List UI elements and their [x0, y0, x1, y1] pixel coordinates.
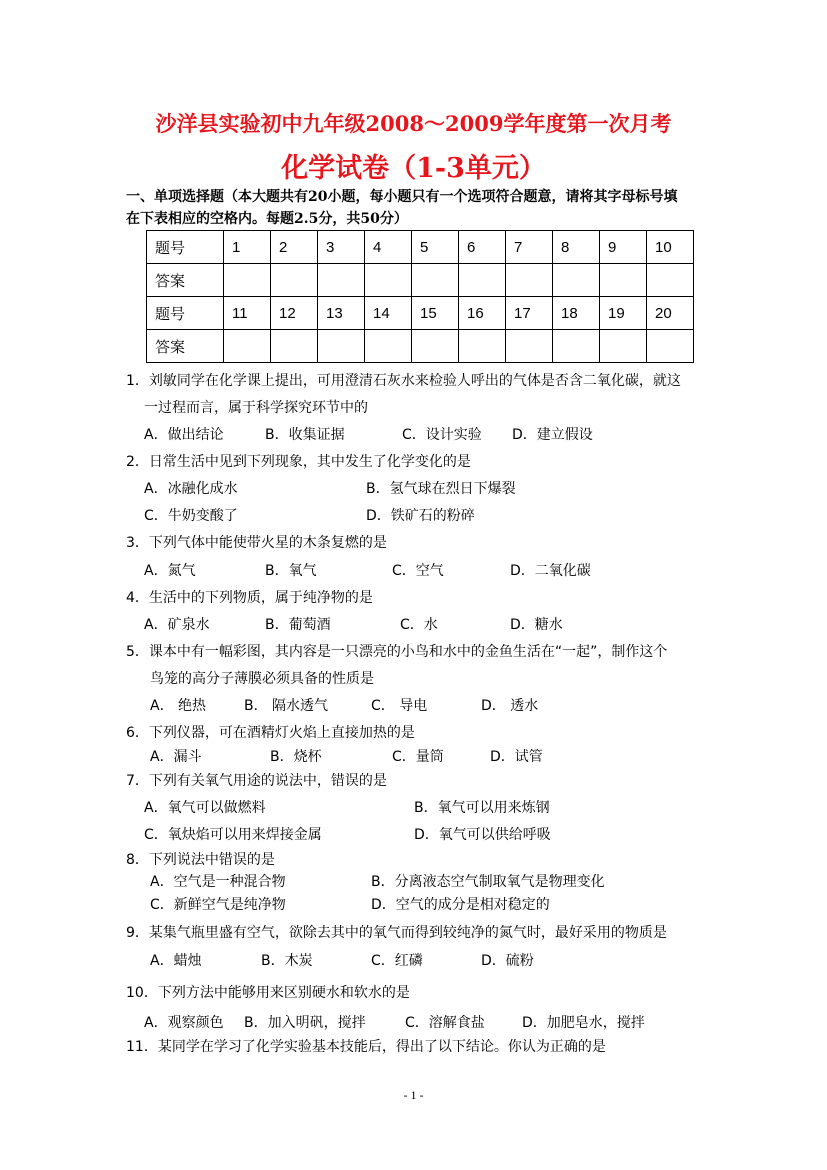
answer-cell[interactable]	[412, 264, 459, 297]
question-4-option-d: D．糖水	[510, 617, 563, 633]
question-10-stem: 10．下列方法中能够用来区别硬水和软水的是	[126, 985, 410, 1001]
answer-cell[interactable]	[600, 264, 647, 297]
question-number-cell: 18	[553, 297, 600, 330]
question-3-option-a: A．氮气	[144, 563, 196, 579]
question-6-stem: 6．下列仪器，可在酒精灯火焰上直接加热的是	[126, 725, 415, 741]
question-9-option-d: D．硫粉	[481, 953, 534, 969]
question-2-option-c: C．牛奶变酸了	[144, 508, 238, 524]
question-8-option-c: C．新鲜空气是纯净物	[150, 897, 286, 913]
answer-cell[interactable]	[459, 264, 506, 297]
question-number-cell: 19	[600, 297, 647, 330]
question-3-stem: 3．下列气体中能使带火星的木条复燃的是	[126, 535, 387, 551]
question-6-option-a: A．漏斗	[150, 749, 202, 765]
question-1-option-b: B．收集证据	[265, 427, 345, 443]
question-number-cell: 17	[506, 297, 553, 330]
question-number-cell: 20	[647, 297, 694, 330]
answer-table-row	[147, 297, 694, 330]
question-8-stem: 8．下列说法中错误的是	[126, 852, 275, 868]
question-10-option-d: D．加肥皂水，搅拌	[522, 1015, 645, 1031]
section-instruction-line2: 在下表相应的空格内。每题2.5分，共50分）	[126, 211, 408, 227]
question-1-line2: 一过程而言，属于科学探究环节中的	[144, 400, 368, 416]
question-number-cell: 15	[412, 297, 459, 330]
answer-table-row	[147, 231, 694, 264]
question-2-stem: 2．日常生活中见到下列现象，其中发生了化学变化的是	[126, 454, 471, 470]
question-4-option-c: C．水	[400, 617, 438, 633]
exam-header: 沙洋县实验初中九年级2008～2009学年度第一次月考	[155, 111, 672, 136]
question-6-option-d: D．试管	[490, 749, 543, 765]
question-1-option-a: A．做出结论	[144, 427, 224, 443]
question-number-cell: 16	[459, 297, 506, 330]
question-number-cell: 8	[553, 231, 600, 264]
question-5-option-a: A． 绝热	[150, 698, 207, 714]
question-9-option-a: A．蜡烛	[150, 953, 202, 969]
question-6-option-b: B．烧杯	[270, 749, 322, 765]
question-6-option-c: C．量筒	[392, 749, 444, 765]
question-4-stem: 4．生活中的下列物质，属于纯净物的是	[126, 590, 373, 606]
question-number-cell: 1	[224, 231, 271, 264]
question-7-option-c: C．氧炔焰可以用来焊接金属	[144, 827, 322, 843]
question-5-line2: 鸟笼的高分子薄膜必须具备的性质是	[150, 671, 374, 687]
answer-cell[interactable]	[224, 264, 271, 297]
answer-cell[interactable]	[271, 330, 318, 363]
answer-table-row-label: 答案	[147, 264, 224, 297]
question-8-option-a: A．空气是一种混合物	[150, 874, 286, 890]
question-9-option-b: B．木炭	[261, 953, 313, 969]
answer-cell[interactable]	[506, 264, 553, 297]
answer-cell[interactable]	[647, 264, 694, 297]
question-number-cell: 3	[318, 231, 365, 264]
question-2-option-b: B．氢气球在烈日下爆裂	[366, 481, 516, 497]
answer-cell[interactable]	[318, 264, 365, 297]
answer-cell[interactable]	[365, 264, 412, 297]
question-10-option-b: B．加入明矾，搅拌	[244, 1015, 366, 1031]
question-number-cell: 12	[271, 297, 318, 330]
question-4-option-a: A．矿泉水	[144, 617, 210, 633]
question-number-cell: 2	[271, 231, 318, 264]
question-number-cell: 6	[459, 231, 506, 264]
question-number-cell: 13	[318, 297, 365, 330]
question-3-option-b: B．氧气	[265, 563, 317, 579]
answer-cell[interactable]	[647, 330, 694, 363]
question-3-option-c: C．空气	[392, 563, 444, 579]
exam-title: 化学试卷（1-3单元）	[281, 153, 546, 184]
answer-cell[interactable]	[553, 264, 600, 297]
answer-table-row-label: 题号	[147, 231, 224, 264]
question-7-stem: 7．下列有关氧气用途的说法中，错误的是	[126, 773, 387, 789]
question-8-option-b: B．分离液态空气制取氧气是物理变化	[371, 874, 605, 890]
answer-cell[interactable]	[224, 330, 271, 363]
answer-table-row-label: 答案	[147, 330, 224, 363]
answer-cell[interactable]	[365, 330, 412, 363]
question-number-cell: 4	[365, 231, 412, 264]
section-instruction-line1: 一、单项选择题（本大题共有20小题，每小题只有一个选项符合题意，请将其字母标号填	[126, 189, 678, 205]
question-4-option-b: B．葡萄酒	[265, 617, 331, 633]
question-10-option-c: C．溶解食盐	[405, 1015, 485, 1031]
question-5-line1: 5．课本中有一幅彩图，其内容是一只漂亮的小鸟和水中的金鱼生活在“一起”，制作这个	[126, 644, 668, 660]
question-3-option-d: D．二氧化碳	[510, 563, 591, 579]
question-number-cell: 5	[412, 231, 459, 264]
question-7-option-a: A．氧气可以做燃料	[144, 800, 266, 816]
question-8-option-d: D．空气的成分是相对稳定的	[371, 897, 550, 913]
question-7-option-d: D．氧气可以供给呼吸	[414, 827, 551, 843]
answer-table-row	[147, 330, 694, 363]
question-5-option-b: B． 隔水透气	[244, 698, 329, 714]
question-11-stem: 11．某同学在学习了化学实验基本技能后，得出了以下结论。你认为正确的是	[126, 1039, 606, 1055]
answer-cell[interactable]	[412, 330, 459, 363]
question-2-option-a: A．冰融化成水	[144, 481, 238, 497]
answer-cell[interactable]	[506, 330, 553, 363]
answer-cell[interactable]	[600, 330, 647, 363]
question-5-option-c: C． 导电	[371, 698, 428, 714]
question-number-cell: 9	[600, 231, 647, 264]
question-1-option-d: D．建立假设	[512, 427, 593, 443]
question-2-option-d: D．铁矿石的粉碎	[366, 508, 475, 524]
question-7-option-b: B．氧气可以用来炼钢	[414, 800, 550, 816]
question-number-cell: 7	[506, 231, 553, 264]
question-5-option-d: D． 透水	[481, 698, 539, 714]
question-9-stem: 9．某集气瓶里盛有空气，欲除去其中的氧气而得到较纯净的氮气时，最好采用的物质是	[126, 925, 667, 941]
page-number: - 1 -	[403, 1088, 424, 1102]
answer-table-row-label: 题号	[147, 297, 224, 330]
answer-table-row	[147, 264, 694, 297]
question-1-option-c: C．设计实验	[402, 427, 482, 443]
question-number-cell: 10	[647, 231, 694, 264]
question-10-option-a: A．观察颜色	[144, 1015, 224, 1031]
question-1-line1: 1．刘敏同学在化学课上提出，可用澄清石灰水来检验人呼出的气体是否含二氧化碳，就这	[126, 373, 681, 389]
question-9-option-c: C．红磷	[371, 953, 423, 969]
answer-cell[interactable]	[271, 264, 318, 297]
answer-cell[interactable]	[318, 330, 365, 363]
answer-cell[interactable]	[459, 330, 506, 363]
question-number-cell: 14	[365, 297, 412, 330]
answer-table	[146, 230, 694, 363]
question-number-cell: 11	[224, 297, 271, 330]
answer-cell[interactable]	[553, 330, 600, 363]
